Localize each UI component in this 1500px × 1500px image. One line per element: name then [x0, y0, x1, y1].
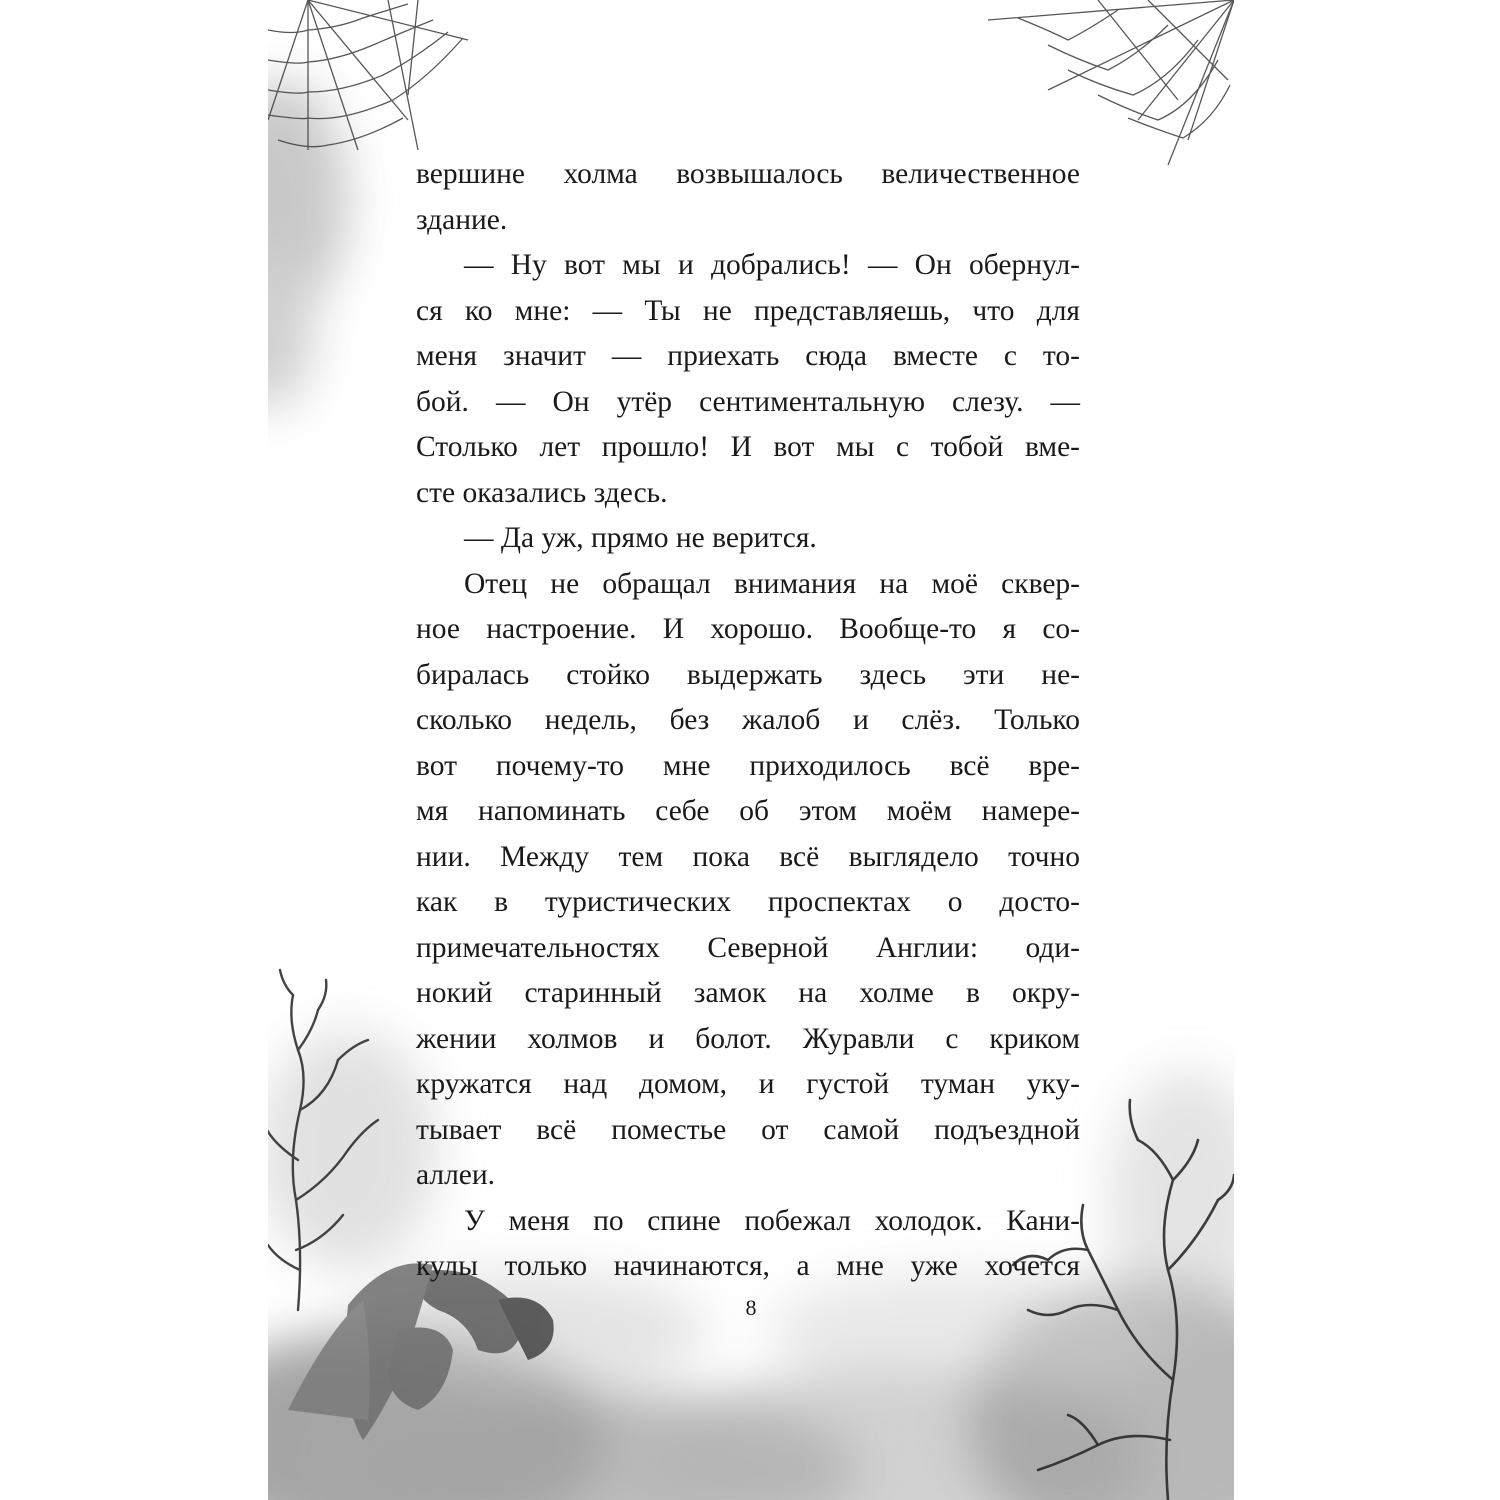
- text-line: бой. — Он утёр сентиментальную слезу. —: [416, 385, 1080, 418]
- text-line: вот почему-то мне приходилось всё вре-: [416, 749, 1080, 782]
- text-line: нокий старинный замок на холме в окру-: [416, 977, 1080, 1009]
- text-line: сколько недель, без жалоб и слёз. Только: [416, 704, 1080, 736]
- text-line: здание.: [416, 203, 508, 236]
- body-text: [416, 152, 1080, 1290]
- text-line: Столько лет прошло! И вот мы с тобой вме-: [416, 431, 1080, 463]
- text-line: аллеи.: [416, 1159, 496, 1191]
- text-line: как в туристических проспектах о досто-: [416, 886, 1080, 918]
- text-line: — Да уж, прямо не верится.: [464, 522, 817, 554]
- text-line: кулы только начинаются, а мне уже хочется: [416, 1250, 1080, 1282]
- text-line: нии. Между тем пока всё выглядело точно: [416, 840, 1080, 873]
- text-line: кружатся над домом, и густой туман уку-: [416, 1068, 1080, 1100]
- text-line: тывает всё поместье от самой подъездной: [416, 1113, 1080, 1146]
- text-line: меня значит — приехать сюда вместе с то-: [416, 340, 1080, 372]
- text-line: ся ко мне: — Ты не представляешь, что для: [416, 294, 1080, 327]
- book-page: [268, 0, 1234, 1500]
- page-number: 8: [745, 1295, 757, 1320]
- cobweb-top-right: [988, 0, 1234, 165]
- text-line: сте оказались здесь.: [416, 476, 668, 509]
- text-line: жении холмов и болот. Журавли с криком: [416, 1022, 1080, 1055]
- text-line: вершине холма возвышалось величественное: [416, 158, 1080, 190]
- text-line: биралась стойко выдержать здесь эти не-: [416, 658, 1080, 691]
- text-line: примечательностях Северной Англии: оди-: [416, 931, 1080, 964]
- text-line: У меня по спине побежал холодок. Кани-: [464, 1204, 1080, 1237]
- text-line: ное настроение. И хорошо. Вообще-то я со-: [416, 613, 1080, 645]
- text-line: Отец не обращал внимания на моё сквер-: [464, 567, 1080, 600]
- text-line: мя напоминать себе об этом моём намере-: [416, 795, 1080, 827]
- text-line: — Ну вот мы и добрались! — Он обернул-: [464, 249, 1080, 281]
